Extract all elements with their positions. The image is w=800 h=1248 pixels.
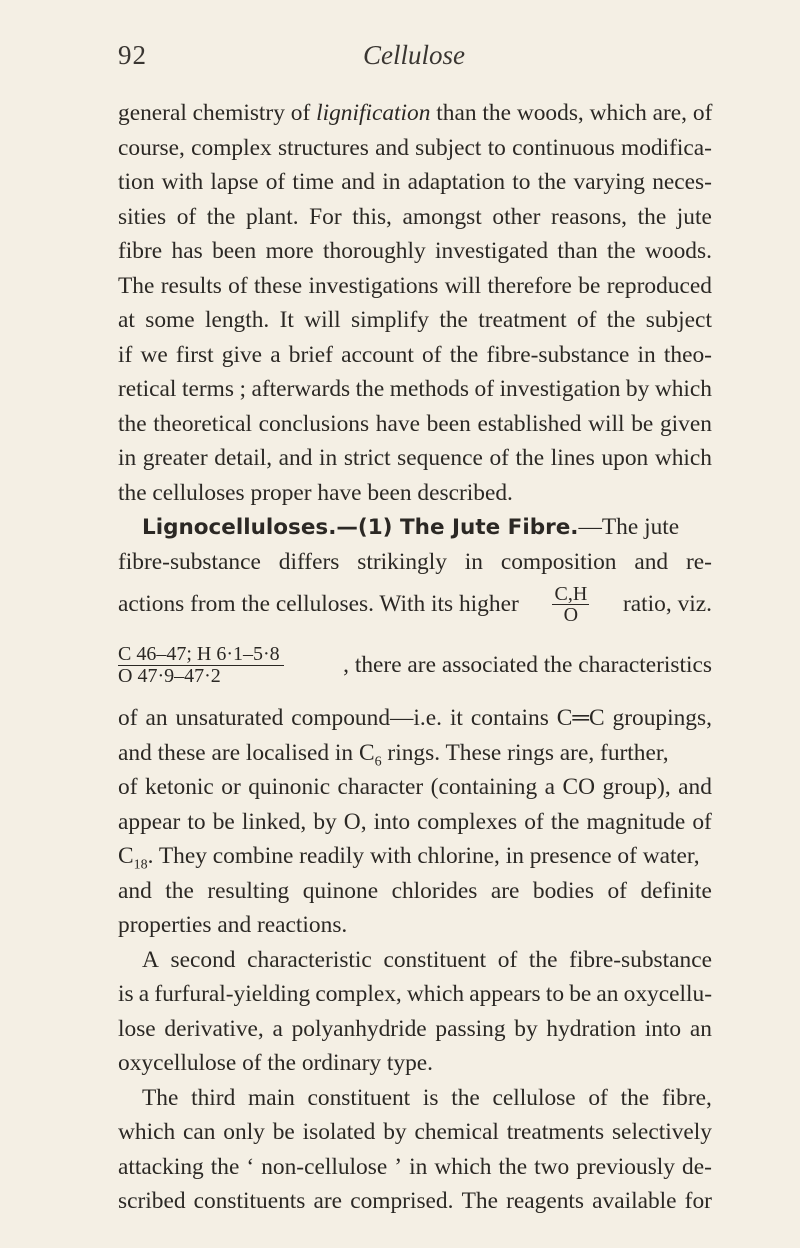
text-line: tion with lapse of time and in adaptation to the varying neces- — [118, 169, 712, 195]
text-line: at some length. It will simplify the treatment of the subject — [118, 307, 712, 333]
text-line: fibre-substance differs strikingly in composition and re- — [118, 548, 712, 575]
text-span: general chemistry of lignification than the woods, which are, of — [118, 100, 713, 126]
text-line: lose derivative, a polyanhydride passing by hydration into an — [118, 1015, 712, 1042]
text-line: course, complex structures and subject to continuous modifica- — [118, 134, 712, 161]
text-line: the celluloses proper have been described. — [118, 479, 513, 506]
text-line: A second characteristic constituent of the fibre-substance — [142, 946, 712, 973]
text-line — [118, 96, 712, 131]
running-head — [118, 40, 710, 80]
composition-formula-line: $\frac{C 46-47; H 6\cdot 1-5\cdot 8}{O 47\cdot 9-47\cdot 2}$ , there are associated the characteristics — [118, 642, 712, 687]
text-line: the theoretical conclusions have been established will be given — [118, 410, 712, 437]
text-line: retical terms ; afterwards the methods of investigation by which — [118, 376, 712, 402]
text-line: of an unsaturated compound—i.e. it contains C═C groupings, — [118, 705, 712, 731]
ratio-fraction: $\frac{C,H}{O}$ — [554, 582, 588, 626]
text-line: fibre has been more thoroughly investigated than the woods. — [118, 238, 712, 264]
text-line: of ketonic or quinonic character (containing a CO group), and — [118, 774, 712, 800]
text-line: The results of these investigations will therefore be reproduced — [118, 272, 712, 299]
text-line: if we first give a brief account of the fibre-substance in theo- — [118, 341, 712, 368]
page-number: 92 — [118, 40, 147, 70]
text-line: sities of the plant. For this, amongst other reasons, the jute — [118, 203, 712, 230]
ratio-line: actions from the celluloses. With its higher $\frac{C,H}{O}$ ratio, viz. — [118, 582, 712, 626]
text-line: in greater detail, and in strict sequence of the lines upon which — [118, 445, 712, 471]
composition-fraction: $\frac{C 46-47; H 6\cdot 1-5\cdot 8}{O 47\cdot 9-47\cdot 2}$ — [118, 644, 284, 687]
body-text — [118, 96, 712, 1219]
text-line: and the resulting quinone chlorides are bodies of definite — [118, 877, 712, 904]
text-line: $C_{18}$. They combine readily with chlorine, in presence of water, — [118, 843, 700, 873]
text-line: oxycellulose of the ordinary type. — [118, 1050, 434, 1076]
italic-term: lignification — [316, 100, 431, 126]
text-line: which can only be isolated by chemical treatments selectively — [118, 1119, 712, 1145]
text-line: appear to be linked, by O, into complexes of the magnitude of — [118, 808, 712, 835]
section-heading-line: Lignocelluloses.—(1) The Jute Fibre.—The jute — [142, 514, 680, 540]
section-heading: Lignocelluloses.—(1) The Jute Fibre. — [142, 515, 579, 540]
text-line: is a furfural-yielding complex, which appears to be an oxycellu- — [118, 981, 712, 1007]
text-line: properties and reactions. — [118, 912, 348, 938]
text-line: and these are localised in $C_6$ rings. These rings are, further, — [118, 739, 669, 770]
running-title: Cellulose — [363, 40, 465, 70]
text-line: The third main constituent is the cellulose of the fibre, — [142, 1084, 712, 1111]
text-line: scribed constituents are comprised. The reagents available for — [118, 1188, 712, 1214]
text-line: attacking the ‘ non-cellulose ’ in which the two previously de- — [118, 1153, 712, 1180]
